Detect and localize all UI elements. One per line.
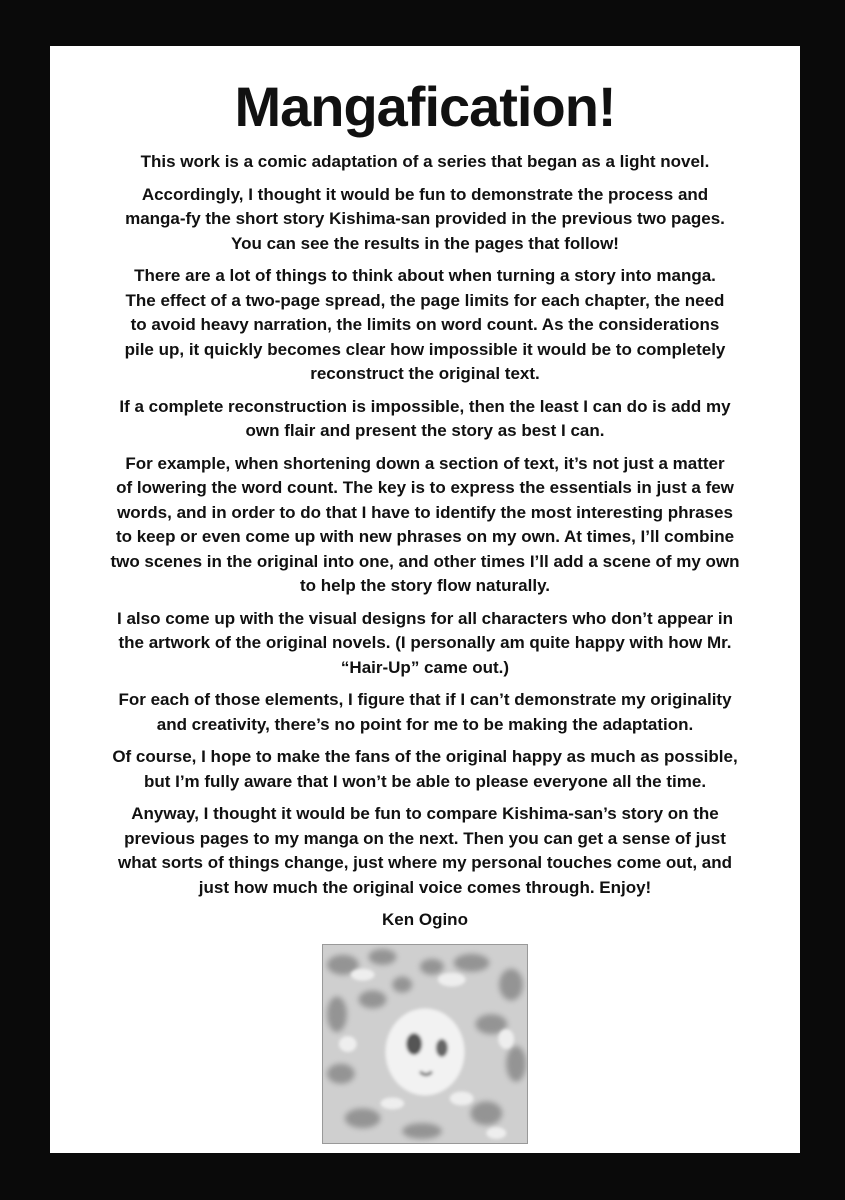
article-body	[50, 150, 800, 900]
author-signature: Ken Ogino	[382, 910, 468, 929]
paragraph: Anyway, I thought it would be fun to compare Kishima-san’s story on the previous pages to my manga on the next. Then you can get a sense of just what sorts of things change, just where my personal touches come out, and just how much the original voice comes through. Enjoy!	[118, 804, 732, 897]
paragraph: Of course, I hope to make the fans of the original happy as much as possible, but I’m fully aware that I won’t be able to please everyone all the time.	[112, 747, 738, 791]
paragraph: I also come up with the visual designs for all characters who don’t appear in the artwork of the original novels. (I personally am quite happy with how Mr. “Hair-Up” came out.)	[117, 608, 733, 677]
paragraph: There are a lot of things to think about when turning a story into manga. The effect of a two-page spread, the page limits for each chapter, the need to avoid heavy narration, the limits on word count. As the considerations pile up, it quickly becomes clear how impossible it would be to completely reconstruct the original text.	[124, 266, 726, 383]
page-title: Mangafication!	[234, 75, 616, 138]
paragraph: For example, when shortening down a section of text, it’s not just a matter of lowering the word count. The key is to express the essentials in just a few words, and in order to do that I have to identify the most interesting phrases to keep or even come up with new phrases on my own. At times, I’ll combine two scenes in the original into one, and other times I’ll add a scene of my own to help the story flow naturally.	[110, 453, 740, 595]
paragraph: This work is a comic adaptation of a series that began as a light novel.	[140, 152, 710, 171]
paragraph: For each of those elements, I figure that if I can’t demonstrate my originality and creativity, there’s no point for me to be making the adaptation.	[118, 690, 732, 734]
paragraph: If a complete reconstruction is impossible, then the least I can do is add my own flair and present the story as best I can.	[119, 396, 731, 440]
author-portrait-image	[322, 944, 528, 1144]
paragraph: Accordingly, I thought it would be fun to demonstrate the process and manga-fy the short story Kishima-san provided in the previous two pages. You can see the results in the pages that follow!	[125, 184, 725, 253]
page	[50, 46, 800, 1153]
